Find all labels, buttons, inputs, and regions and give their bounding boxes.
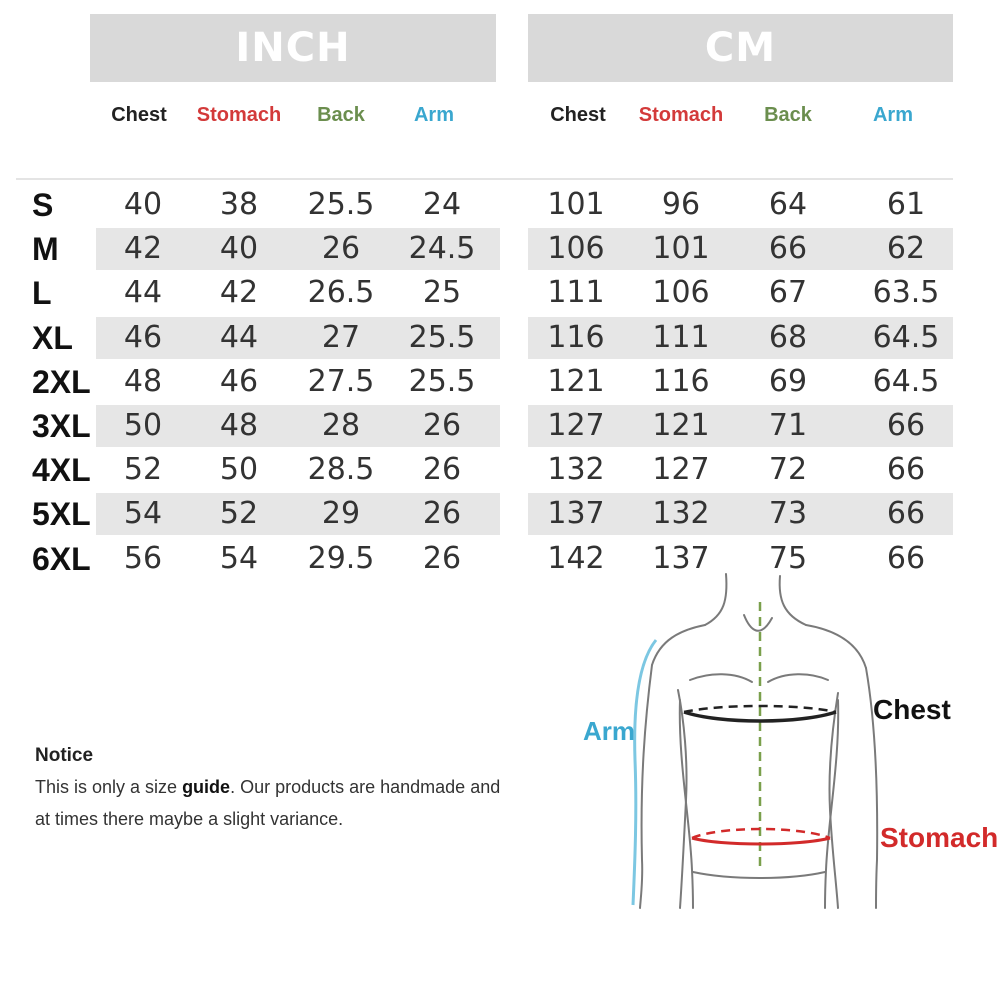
inch-col-chest: Chest <box>111 104 167 126</box>
table-row <box>0 448 1000 492</box>
inch-cell: 25 <box>422 275 462 311</box>
inch-cell: 42 <box>123 231 163 267</box>
cm-cell: 69 <box>768 363 808 399</box>
cm-cell: 106 <box>652 275 710 311</box>
table-row <box>0 227 1000 271</box>
cm-cell: 66 <box>886 408 926 443</box>
table-row <box>0 360 1000 404</box>
cm-col-back: Back <box>764 104 812 126</box>
cm-cell: 111 <box>652 319 710 355</box>
table-row <box>0 404 1000 448</box>
inch-cell: 48 <box>219 408 259 443</box>
cm-cell: 66 <box>768 231 808 267</box>
table-row <box>0 316 1000 360</box>
inch-cell: 56 <box>123 540 163 576</box>
inch-cell: 24 <box>422 187 462 222</box>
cm-cell: 116 <box>652 363 710 399</box>
inch-cell: 27 <box>321 319 361 355</box>
cm-cell: 73 <box>768 496 808 532</box>
inch-cell: 46 <box>123 319 163 355</box>
size-label: XL <box>32 319 73 356</box>
inch-cell: 26 <box>321 231 361 267</box>
table-row <box>0 183 1000 227</box>
inch-cell: 44 <box>219 319 259 355</box>
inch-cell: 40 <box>123 187 163 222</box>
cm-cell: 127 <box>652 452 710 488</box>
cm-cell: 66 <box>886 540 926 576</box>
size-label: 4XL <box>32 452 91 489</box>
inch-cell: 25.5 <box>307 187 375 222</box>
table-row <box>0 271 1000 315</box>
notice-line-1-start: This is only a size <box>35 777 183 797</box>
inch-cell: 50 <box>219 452 259 488</box>
inch-cell: 38 <box>219 187 259 222</box>
notice-guide-word: guide <box>182 777 231 797</box>
inch-cell: 29.5 <box>307 540 375 576</box>
inch-cell: 44 <box>123 275 163 311</box>
size-label: 2XL <box>32 363 91 400</box>
inch-cell: 26 <box>422 540 462 576</box>
cm-cell: 64.5 <box>872 319 940 355</box>
cm-cell: 142 <box>547 540 605 576</box>
cm-cell: 116 <box>547 319 605 355</box>
inch-cell: 25.5 <box>408 363 476 399</box>
inch-cell: 52 <box>123 452 163 488</box>
inch-cell: 42 <box>219 275 259 311</box>
cm-cell: 132 <box>547 452 605 488</box>
cm-cell: 137 <box>547 496 605 532</box>
cm-header: CM <box>528 14 953 82</box>
cm-col-chest: Chest <box>550 104 606 126</box>
notice-title: Notice <box>35 745 94 766</box>
cm-cell: 61 <box>886 187 926 222</box>
cm-cell: 111 <box>547 275 605 311</box>
cm-cell: 75 <box>768 540 808 576</box>
inch-col-stomach: Stomach <box>196 104 282 126</box>
size-label: M <box>32 231 59 268</box>
notice-line-1-end: . Our products are handmade and <box>230 777 501 797</box>
size-label: S <box>32 187 54 223</box>
inch-cell: 26.5 <box>307 275 375 311</box>
inch-cell: 52 <box>219 496 259 532</box>
inch-cell: 46 <box>219 363 259 399</box>
cm-cell: 137 <box>652 540 710 576</box>
figure-chest-label: Chest <box>873 694 951 725</box>
cm-cell: 68 <box>768 319 808 355</box>
cm-cell: 66 <box>886 452 926 488</box>
cm-cell: 127 <box>547 408 605 443</box>
cm-cell: 121 <box>652 408 710 443</box>
stomach-measure-line <box>692 838 830 844</box>
inch-cell: 29 <box>321 496 361 532</box>
notice-text-line-1 <box>35 777 500 798</box>
inch-cell: 26 <box>422 408 462 443</box>
inch-cell: 26 <box>422 452 462 488</box>
figure-stomach-label: Stomach <box>880 822 999 853</box>
cm-col-stomach: Stomach <box>638 104 724 126</box>
inch-cell: 24.5 <box>408 231 476 267</box>
inch-cell: 27.5 <box>307 363 375 399</box>
header-divider <box>16 178 953 180</box>
inch-col-arm: Arm <box>413 104 455 126</box>
cm-cell: 101 <box>547 187 605 222</box>
figure-arm-label: Arm <box>583 716 636 746</box>
cm-cell: 63.5 <box>872 275 940 311</box>
inch-cell: 28 <box>321 408 361 443</box>
size-label: 5XL <box>32 496 91 533</box>
inch-cell: 26 <box>422 496 462 532</box>
size-label: 3XL <box>32 408 91 444</box>
notice-text-line-2: at times there maybe a slight variance. <box>35 809 344 829</box>
inch-col-back: Back <box>317 104 365 126</box>
torso-outline <box>640 574 877 908</box>
inch-cell: 25.5 <box>408 319 476 355</box>
arm-measure-line <box>633 640 656 905</box>
cm-cell: 62 <box>886 231 926 267</box>
size-label: L <box>32 275 52 312</box>
size-label: 6XL <box>32 540 91 577</box>
inch-cell: 28.5 <box>307 452 375 488</box>
cm-cell: 64 <box>768 187 808 222</box>
body-measurement-figure <box>575 570 1000 915</box>
cm-cell: 96 <box>661 187 701 222</box>
cm-cell: 132 <box>652 496 710 532</box>
cm-cell: 101 <box>652 231 710 267</box>
cm-cell: 106 <box>547 231 605 267</box>
table-row <box>0 492 1000 536</box>
inch-header: INCH <box>90 14 496 82</box>
cm-col-arm: Arm <box>872 104 914 126</box>
inch-cell: 40 <box>219 231 259 267</box>
cm-cell: 64.5 <box>872 363 940 399</box>
cm-cell: 72 <box>768 452 808 488</box>
inch-cell: 54 <box>219 540 259 576</box>
inch-cell: 50 <box>123 408 163 443</box>
inch-cell: 48 <box>123 363 163 399</box>
cm-cell: 121 <box>547 363 605 399</box>
cm-cell: 71 <box>768 408 808 443</box>
cm-cell: 66 <box>886 496 926 532</box>
cm-cell: 67 <box>768 275 808 311</box>
inch-cell: 54 <box>123 496 163 532</box>
